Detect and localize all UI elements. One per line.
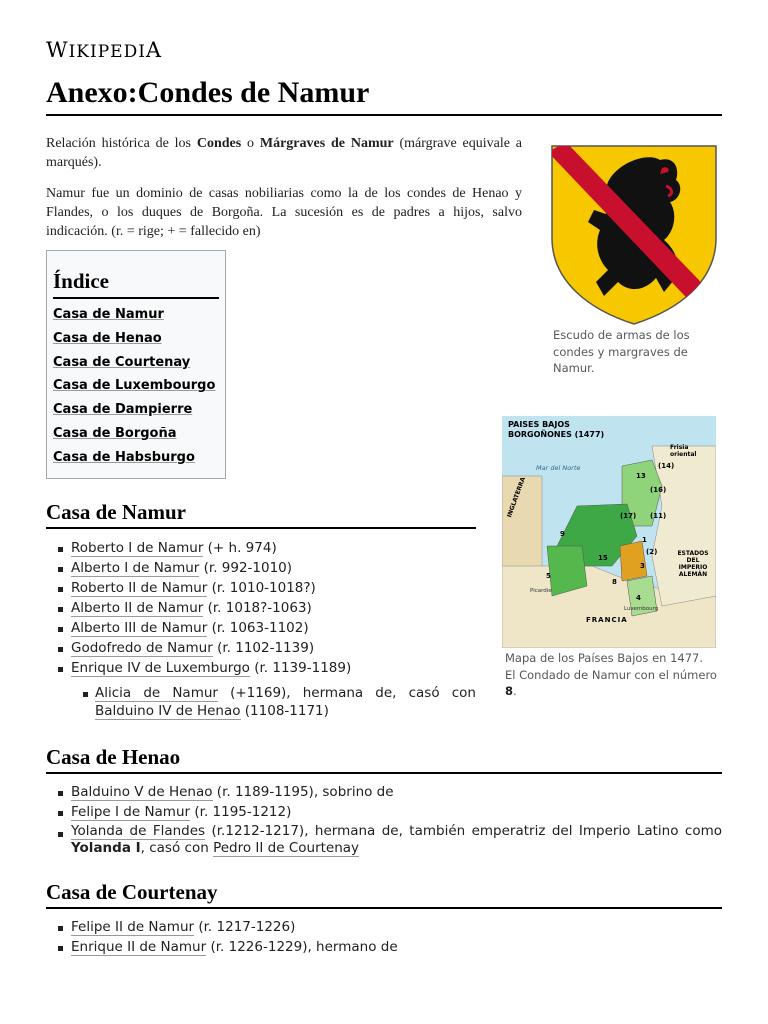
map-title-line-2: BORGOÑONES (1477) [508, 430, 605, 439]
list-item: Roberto I de Namur (+ h. 974) [46, 538, 476, 558]
map-label-france: FRANCIA [586, 616, 628, 624]
heading-casa-de-namur: Casa de Namur [46, 500, 476, 529]
map-label-empire: ESTADOS DEL IMPERIO ALEMÁN [677, 550, 709, 578]
link-godofredo[interactable]: Godofredo de Namur [71, 640, 213, 656]
toc-item-henao[interactable]: Casa de Henao [53, 330, 162, 346]
map-number-4: 4 [636, 594, 641, 602]
map-number-3: 3 [640, 562, 645, 570]
map-label-sea: Mar del Norte [536, 464, 581, 472]
list-item: Enrique IV de Luxemburgo (r. 1139-1189) [46, 658, 476, 678]
toc-item-namur[interactable]: Casa de Namur [53, 307, 164, 322]
heading-casa-de-henao: Casa de Henao [46, 745, 722, 774]
map-caption: Mapa de los Países Bajos en 1477. El Condado de Namur con el número 8. [505, 651, 717, 698]
wikipedia-wordmark[interactable]: WIKIPEDIA [46, 38, 163, 62]
namur-coat-of-arms-image[interactable] [548, 142, 720, 328]
link-felipe-ii[interactable]: Felipe II de Namur [71, 919, 195, 935]
link-pedro-ii[interactable]: Pedro II de Courtenay [213, 840, 360, 856]
link-roberto-ii[interactable]: Roberto II de Namur [71, 580, 208, 596]
map-title-line-1: PAISES BAJOS [508, 420, 570, 429]
link-roberto-i[interactable]: Roberto I de Namur [71, 540, 204, 556]
link-enrique-ii[interactable]: Enrique II de Namur [71, 939, 207, 955]
toc-item-courtenay[interactable]: Casa de Courtenay [53, 354, 191, 370]
link-balduino-v[interactable]: Balduino V de Henao [71, 784, 213, 800]
map-label-luxembourg: Luxembourg [624, 606, 659, 612]
link-felipe-i[interactable]: Felipe I de Namur [71, 804, 191, 820]
link-alberto-iii[interactable]: Alberto III de Namur [71, 620, 208, 636]
link-alberto-i[interactable]: Alberto I de Namur [71, 560, 200, 576]
list-casa-de-henao [46, 782, 722, 857]
map-label-england: INGLATERRA [506, 476, 528, 519]
namur-region [620, 541, 647, 581]
toc-title: Índice [53, 269, 219, 299]
map-number-5: 5 [546, 572, 551, 580]
list-item: Felipe II de Namur (r. 1217-1226) [46, 917, 722, 937]
map-number-9: 9 [560, 530, 565, 538]
map-number-17: (17) [620, 512, 637, 520]
empire-land [652, 446, 716, 606]
toc-item-luxembourgo[interactable]: Casa de Luxembourgo [53, 378, 216, 394]
map-label-picardie: Picardie [530, 588, 552, 594]
map-number-14: (14) [658, 462, 675, 470]
intro-paragraph-2: Namur fue un dominio de casas nobiliarias como la de los condes de Henao y Flandes, o los duques de Borgoña. La sucesión es de padres a hijos, salvo indicación. (r. = rige; + = fallecido en) [46, 186, 522, 239]
list-item: Roberto II de Namur (r. 1010-1018?) [46, 578, 476, 598]
link-alicia[interactable]: Alicia de Namur [95, 685, 218, 701]
map-number-1: 1 [642, 536, 647, 544]
heading-casa-de-courtenay: Casa de Courtenay [46, 880, 722, 909]
list-item: Felipe I de Namur (r. 1195-1212) [46, 802, 722, 822]
coat-of-arms-caption: Escudo de armas de los condes y margraves de Namur. [553, 328, 690, 375]
sub-list-item: Alicia de Namur (+1169), hermana de, casó con Balduino IV de Henao (1108-1171) [46, 684, 476, 720]
toc-item-habsburgo[interactable]: Casa de Habsburgo [53, 449, 195, 465]
map-number-13: 13 [636, 472, 646, 480]
map-number-15: 15 [598, 554, 608, 562]
list-item: Godofredo de Namur (r. 1102-1139) [46, 638, 476, 658]
intro-paragraph-1: Relación histórica de los Condes o Márgraves de Namur (márgrave equivale a marqués). [46, 136, 523, 170]
link-balduino-iv[interactable]: Balduino IV de Henao [95, 703, 241, 719]
map-label-frisia: Frisia oriental [670, 444, 697, 458]
page-title: Anexo:Condes de Namur [46, 76, 722, 116]
map-number-16: (16) [650, 486, 667, 494]
link-enrique-iv[interactable]: Enrique IV de Luxemburgo [71, 660, 250, 676]
list-item: Yolanda de Flandes (r.1212-1217), hermana de, también emperatriz del Imperio Latino como Yolanda I, casó con Pedro II de Courtenay [46, 823, 722, 857]
toc-item-borgona[interactable]: Casa de Borgoña [53, 425, 177, 441]
list-item: Alberto II de Namur (r. 1018?-1063) [46, 598, 476, 618]
toc-item-dampierre[interactable]: Casa de Dampierre [53, 402, 193, 418]
map-number-11: (11) [650, 512, 667, 520]
map-number-8: 8 [612, 578, 617, 586]
list-casa-de-courtenay [46, 917, 722, 957]
list-item: Balduino V de Henao (r. 1189-1195), sobrino de [46, 782, 722, 802]
table-of-contents [46, 250, 226, 479]
burgundian-netherlands-map[interactable] [502, 416, 716, 648]
list-casa-de-namur [46, 538, 476, 720]
list-item: Alberto I de Namur (r. 992-1010) [46, 558, 476, 578]
link-alberto-ii[interactable]: Alberto II de Namur [71, 600, 204, 616]
map-number-2: (2) [646, 548, 658, 556]
list-item: Alberto III de Namur (r. 1063-1102) [46, 618, 476, 638]
link-yolanda[interactable]: Yolanda de Flandes [71, 823, 206, 839]
list-item: Enrique II de Namur (r. 1226-1229), hermano de [46, 937, 722, 957]
